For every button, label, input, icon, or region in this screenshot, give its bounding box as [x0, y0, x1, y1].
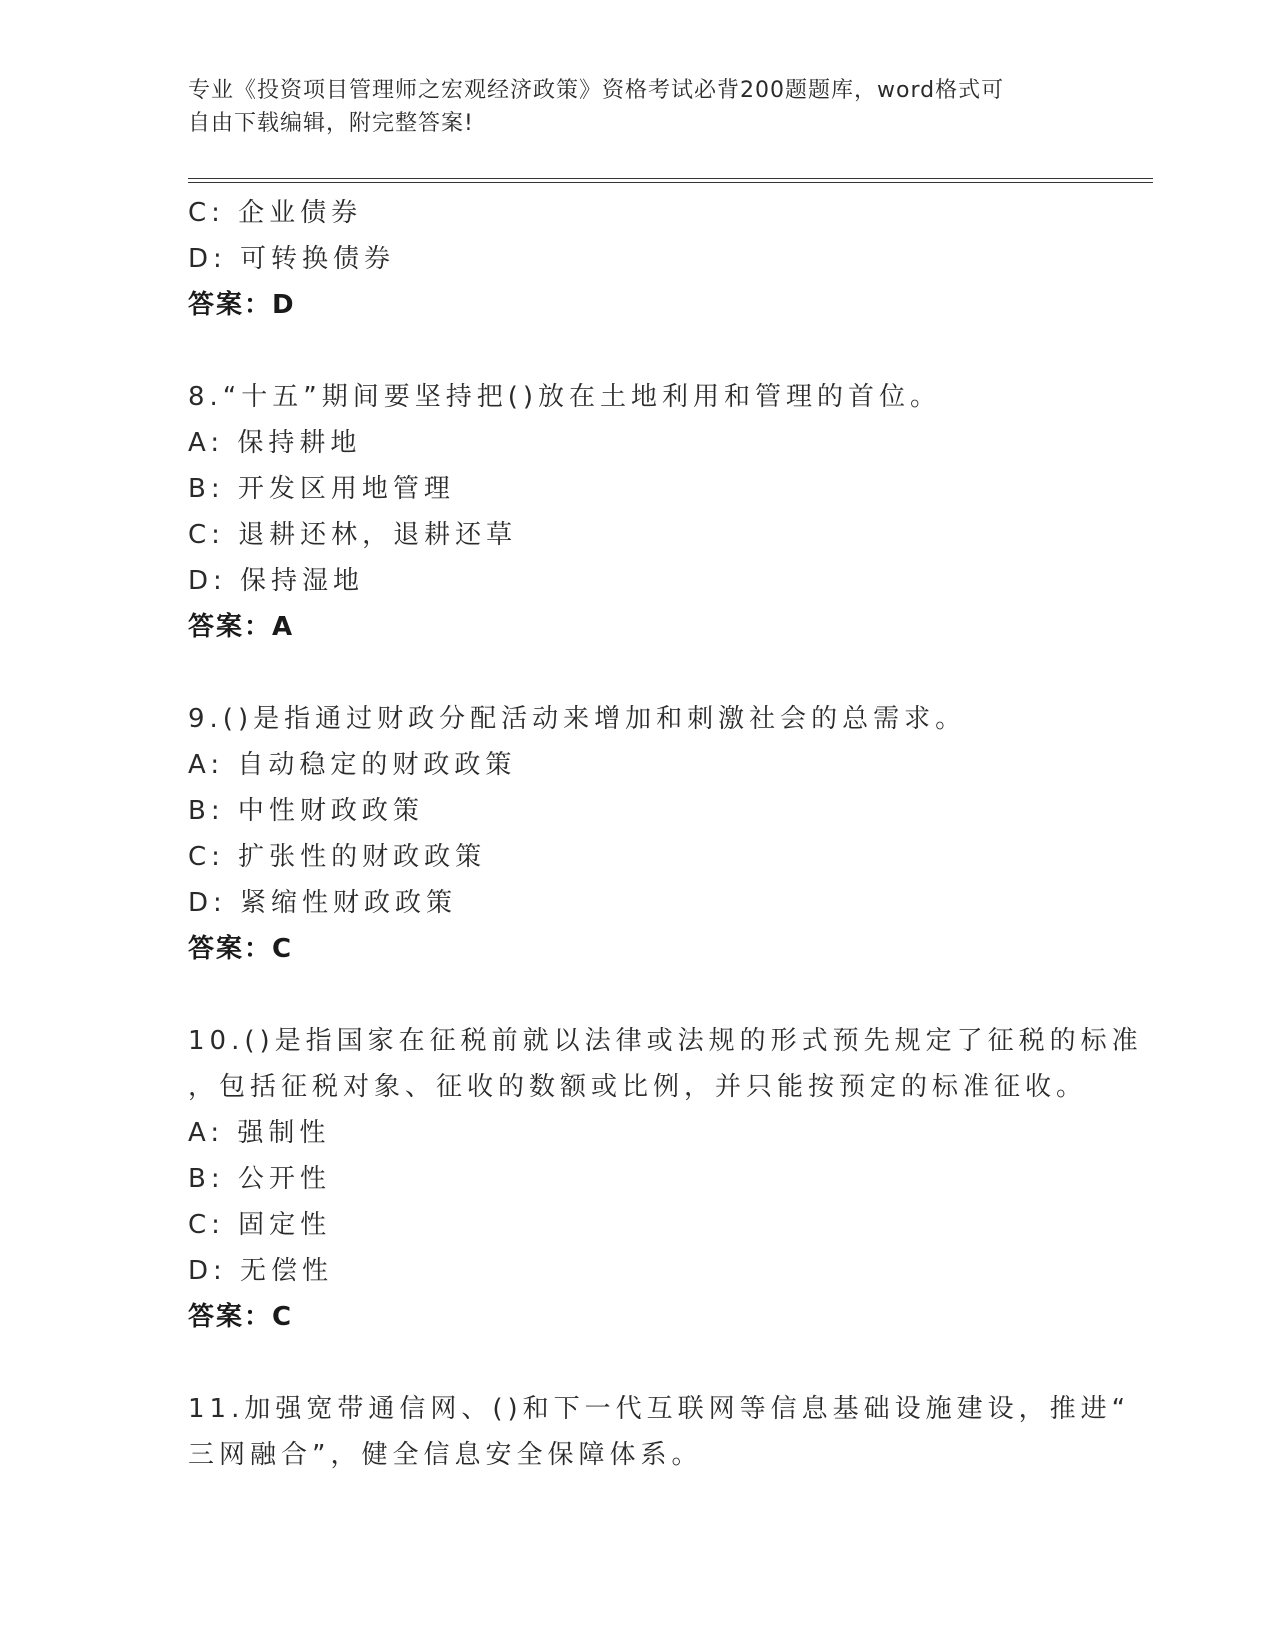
question-stem: 8.“十五”期间要坚持把()放在土地利用和管理的首位。 [188, 382, 942, 412]
question-11 [188, 1386, 1131, 1478]
header-divider [188, 178, 1153, 183]
question-stem-line-2: 三网融合”，健全信息安全保障体系。 [188, 1440, 703, 1470]
option-b: B: 中性财政政策 [188, 796, 424, 826]
option-c: C: 固定性 [188, 1210, 332, 1240]
option-d: D: 无偿性 [188, 1256, 334, 1286]
question-stem-line-2: ，包括征税对象、征收的数额或比例，并只能按预定的标准征收。 [188, 1072, 1088, 1102]
answer: 答案：D [188, 290, 296, 320]
header-line-2: 自由下载编辑，附完整答案! [188, 111, 474, 136]
answer: 答案：C [188, 934, 294, 964]
question-stem: 9.()是指通过财政分配活动来增加和刺激社会的总需求。 [188, 704, 967, 734]
option-d: D: 紧缩性财政政策 [188, 888, 458, 918]
option-c: C: 企业债券 [188, 198, 363, 228]
option-a: A: 强制性 [188, 1118, 331, 1148]
question-7-tail [188, 190, 1088, 328]
option-d: D: 保持湿地 [188, 566, 365, 596]
option-b: B: 开发区用地管理 [188, 474, 455, 504]
spacer [188, 328, 1088, 374]
question-stem-line-1: 10.()是指国家在征税前就以法律或法规的形式预先规定了征税的标准 [188, 1026, 1143, 1056]
spacer [188, 972, 1088, 1018]
question-10 [188, 1018, 1143, 1340]
answer: 答案：A [188, 612, 295, 642]
document-header [188, 74, 1088, 140]
header-line-1: 专业《投资项目管理师之宏观经济政策》资格考试必背200题题库，word格式可 [188, 78, 1005, 103]
option-a: A: 保持耕地 [188, 428, 362, 458]
option-b: B: 公开性 [188, 1164, 331, 1194]
question-8 [188, 374, 1088, 650]
answer: 答案：C [188, 1302, 294, 1332]
spacer [188, 650, 1088, 696]
question-list [188, 190, 1143, 1478]
spacer [188, 1340, 1088, 1386]
question-stem-line-1: 11.加强宽带通信网、()和下一代互联网等信息基础设施建设，推进“ [188, 1394, 1131, 1424]
question-9 [188, 696, 1088, 972]
option-c: C: 退耕还林，退耕还草 [188, 520, 518, 550]
option-c: C: 扩张性的财政政策 [188, 842, 487, 872]
option-a: A: 自动稳定的财政政策 [188, 750, 517, 780]
option-d: D: 可转换债券 [188, 244, 396, 274]
